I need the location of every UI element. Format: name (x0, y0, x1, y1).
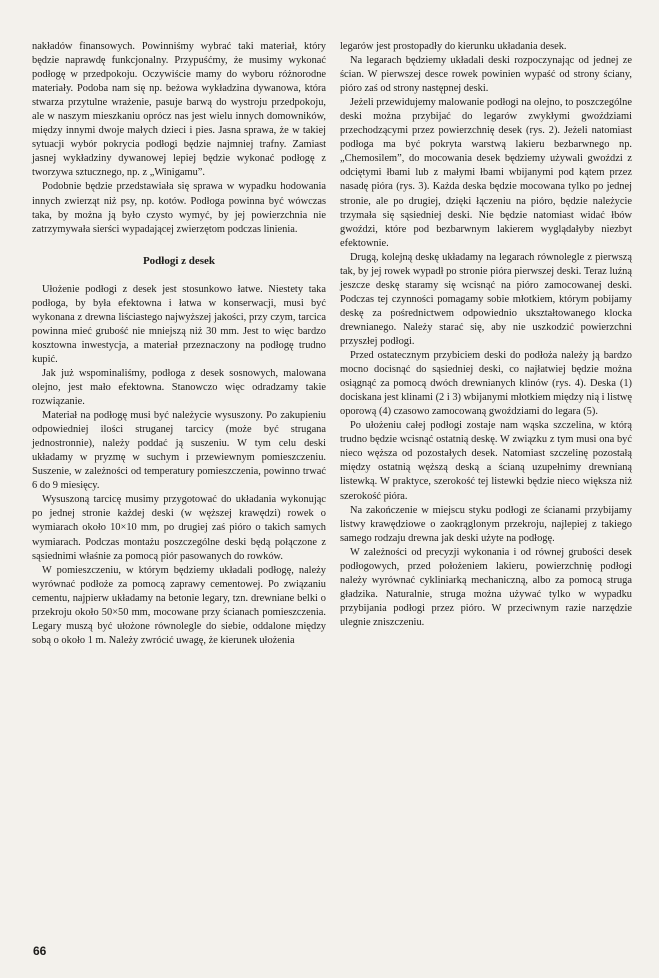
paragraph: Jak już wspominaliśmy, podłoga z desek sosnowych, malowana olejno, jest mało efektowna. Stanowczo więc odradzamy takie rozwiązanie. (32, 367, 326, 408)
paragraph: legarów jest prostopadły do kierunku układania desek. (340, 41, 567, 52)
left-column (32, 40, 326, 648)
paragraph: Po ułożeniu całej podłogi zostaje nam wąska szczelina, w którą trudno będzie wcisnąć ostatnią deskę. W związku z tym musi ona być nieco węższa od pozostałych desek. Natomiast szczelinę pozostałą między ostatnią węższą deską a ścianą uzupełnimy drewnianą listewką. W praktyce, szerokość tej listewki będzie nieco większa niż szerokość pióra. (340, 420, 632, 502)
paragraph: Na legarach będziemy układali deski rozpoczynając od jednej ze ścian. W pierwszej desce rowek powinien wypaść od strony ściany, pióro zaś od strony następnej deski. (340, 55, 632, 95)
paragraph: Drugą, kolejną deskę układamy na legarach równolegle z pierwszą tak, by jej rowek wypadł po stronie pióra pierwszej deski. Teraz luźną jeszcze deskę staramy się wcisnąć na pióro zamocowanej deski. Podczas tej czynności pomagamy sobie młotkiem, którym pobijamy deskę za pośrednictwem odpowiednio ukształtowanego klocka drewnianego. Należy starać się, aby nie uszkodzić powierzchni przyszłej podłogi. (340, 251, 632, 347)
paragraph: W zależności od precyzji wykonania i od równej grubości desek podłogowych, przed położeniem lakieru, powierzchnię podłogi należy wyrównać cykliniarką mechaniczną, albo za pomocą struga gładzika. Naturalnie, struga można używać tylko w wypadku przybijania podłogi przez pióro. W przeciwnym razie narzędzie ulegnie zniszczeniu. (340, 546, 632, 628)
section-heading: Podłogi z desek (142, 254, 216, 267)
paragraph: Na zakończenie w miejscu styku podłogi ze ścianami przybijamy listwy krawędziowe o zaokrąglonym przekroju, najlepiej z takiego samego rodzaju drewna jak deski użyte na podłogę. (340, 504, 632, 544)
paragraph: nakładów finansowych. Powinniśmy wybrać taki materiał, który będzie naprawdę funkcjonalny. Przypuśćmy, że musimy wykonać podłogę w przedpokoju. Oczywiście mamy do wyboru różnorodne materiały. Podoba nam się np. beżowa wykładzina dywanowa, która stwarza przytulne wrażenie, pasuje barwą do wystroju przedpokoju, ale w naszym mieszkaniu oprócz nas jest wielu innych domowników, między innymi dwoje małych dzieci i pies. Jasna sprawa, że w takiej sytuacji wybór pokrycia podłogi będzie najmniej trafny. Zamiast jasnej wykładziny dywanowej lepiej będzie wykonać podłogę z tworzywa sztucznego, np. z „Winigamu”. (32, 41, 326, 179)
page-number: 66 (33, 944, 47, 958)
paragraph: Ułożenie podłogi z desek jest stosunkowo łatwe. Niestety taka podłoga, by była efektowna i łatwa w konserwacji, musi być wykonana z drewna liściastego najwyższej jakości, przy czym, tarcica powinna mieć grubość nie mniejszą niż 30 mm. Jest to więc bardzo kosztowna inwestycja, a materiał przeznaczony na podłogę trudno kupić. (32, 283, 326, 365)
paragraph: Podobnie będzie przedstawiała się sprawa w wypadku hodowania innych zwierząt niż psy, np. kotów. Podłoga powinna być wówczas taka, by można ją było czysto wymyć, by jej powierzchnia nie zatrzymywała sierści wypadającej zwierzętom podczas linienia. (32, 181, 326, 235)
paragraph: Przed ostatecznym przybiciem deski do podłoża należy ją bardzo mocno docisnąć do sąsiedniej deski, co najłatwiej będzie można osiągnąć za pomocą dwóch drewnianych klinów (rys. 4). Deska (1) dociskana jest klinami (2 i 3) wbijanymi młotkiem między nią i listwę oporową (4) czasowo zamocowaną gwoździami do legara (5). (340, 350, 632, 418)
paragraph: Wysuszoną tarcicę musimy przygotować do układania wykonując po jednej stronie każdej deski (w węższej krawędzi) rowek o wymiarach około 10×10 mm, po drugiej zaś pióro o takich samych wymiarach. Podczas montażu poszczególne deski będą połączone z sąsiednimi właśnie za pomocą piór pasowanych do rowków. (32, 494, 326, 562)
right-column (340, 40, 632, 630)
paragraph: W pomieszczeniu, w którym będziemy układali podłogę, należy wyrównać podłoże za pomocą zaprawy cementowej. Po związaniu cementu, najpierw układamy na betonie legary, tzn. drewniane belki o przekroju około 50×50 mm, mocowane przy ścianach pomieszczenia. Legary muszą być ułożone równolegle do siebie, oddalone między sobą o około 1 m. Należy zwrócić uwagę, że kierunek ułożenia (32, 564, 326, 646)
paragraph: Jeżeli przewidujemy malowanie podłogi na olejno, to poszczególne deski można przybijać do legarów zwykłymi gwoździami przechodzącymi przez powierzchnię desek (rys. 2). Jeżeli natomiast podłoga ma być pokryta warstwą lakieru bezbarwnego np. „Chemosilem”, do mocowania desek będziemy używali gwoździ z odciętymi łbami lub z małymi łbami wbijanymi pod kątem przez nasadę pióra (rys. 3). Każda deska będzie mocowana tylko po jednej stronie, ale po drugiej, dzięki łączeniu na pióro, będzie należycie trzymała się sąsiedniej deski. Nie będzie natomiast widać łbów gwoździ, które pod bezbarwnym lakierem wyglądałyby niezbyt efektownie. (340, 97, 632, 249)
paragraph: Materiał na podłogę musi być należycie wysuszony. Po zakupieniu odpowiedniej ilości struganej tarcicy (może być strugana jednostronnie), należy poddać ją suszeniu. W tym celu deski układamy w pryzmę w suchym i przewiewnym pomieszczeniu. Suszenie, w zależności od temperatury pomieszczenia, powinno trwać 6 do 9 miesięcy. (32, 410, 326, 492)
